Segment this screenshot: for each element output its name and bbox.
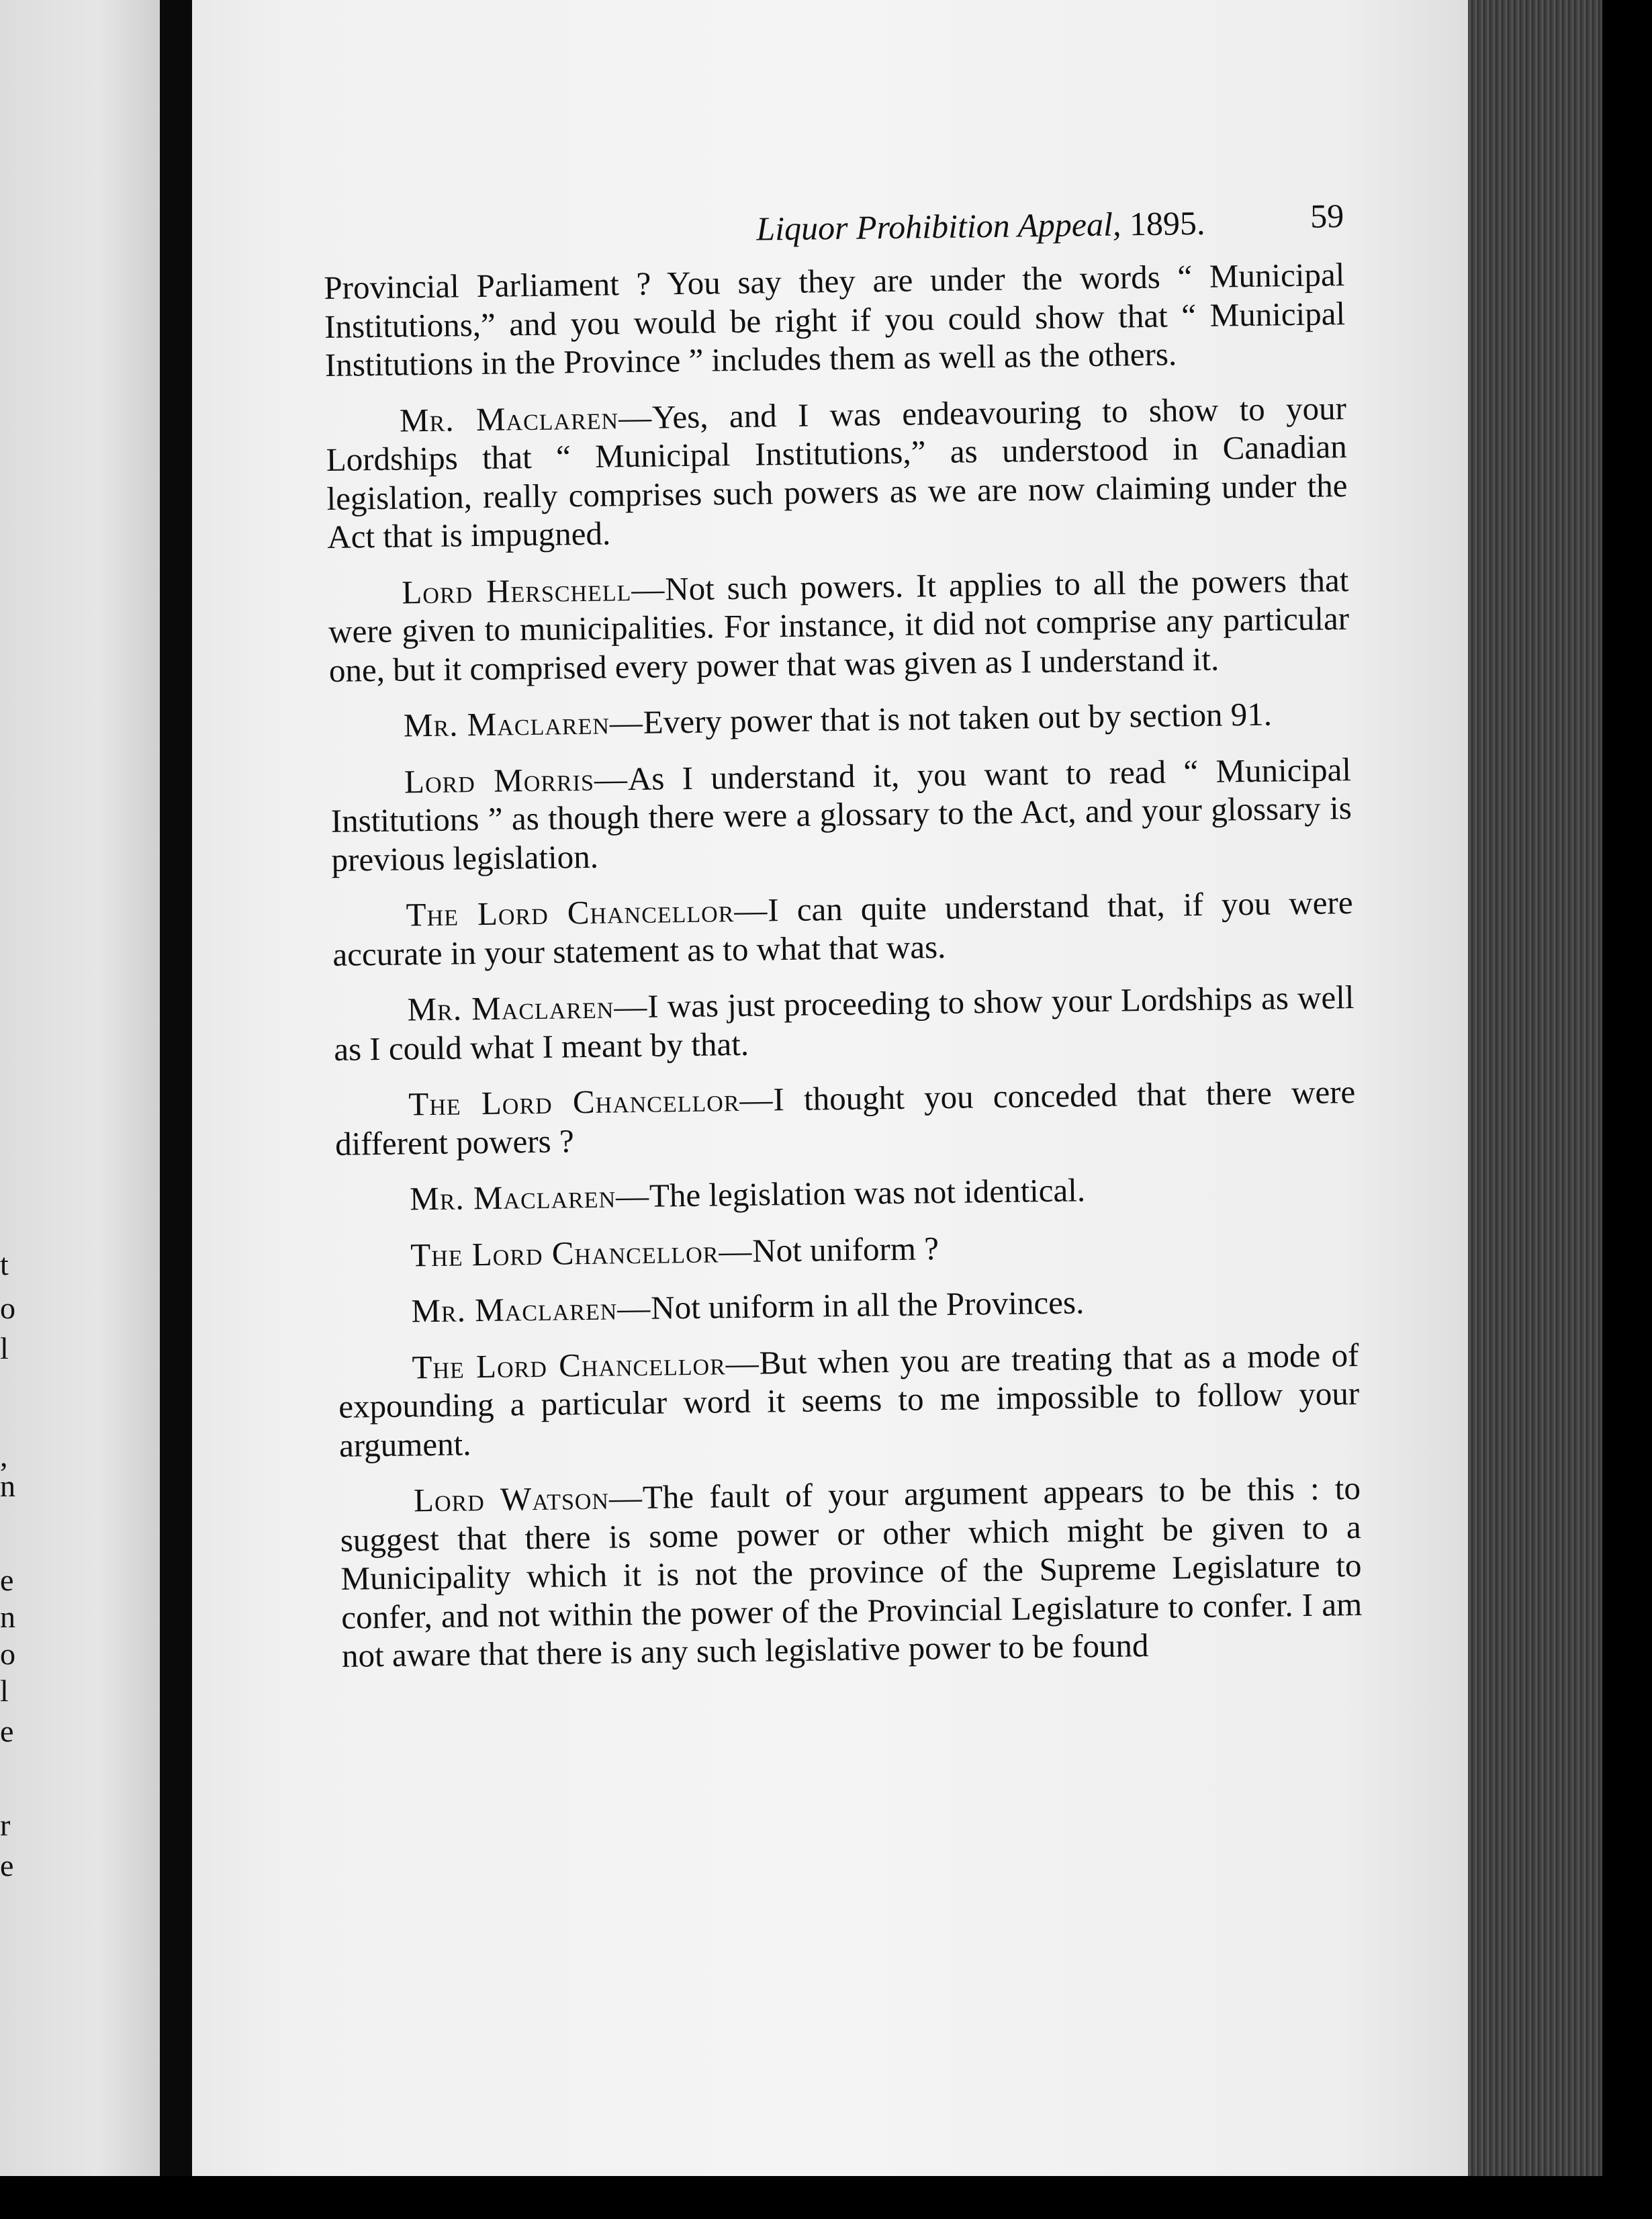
speaker-paragraph (326, 389, 1348, 557)
speech-text: Not such powers. It applies to all the powers that were given to municipalities. For instance, it did not comprise any particular one, but it comprised every power that was given as I understand it. (328, 561, 1350, 689)
speech-text: Yes, and I was endeavouring to show to your Lordships that “ Municipal Institutions,” as understood in Canadian legislation, really comprises such powers as we are now claiming under the Act that is impugned. (326, 389, 1348, 555)
page-text-block (323, 197, 1363, 1675)
speaker-paragraph (336, 1167, 1357, 1219)
facing-page-letter: e (0, 1714, 14, 1748)
speaker-name: The Lord Chancellor— (412, 1344, 760, 1386)
speech-text: But when you are treating that as a mode of expounding a particular word it seems to me impossible to follow your argument. (338, 1336, 1360, 1464)
speaker-paragraph (340, 1469, 1363, 1675)
facing-page-letter: t (0, 1247, 9, 1281)
facing-page-letter: o (0, 1637, 15, 1671)
speech-text: Not uniform ? (751, 1229, 939, 1269)
facing-page-letter: n (0, 1469, 15, 1503)
speech-text: The fault of your argument appears to be this : to suggest that there is some power or other which might be given to a Municipality which it is not the province of the Supreme Legislature to confer, and not within the power of the Provincial Legislature to confer. I am not aware that there is any such legislative power to be found (340, 1469, 1363, 1674)
speech-text: I thought you conceded that there were different powers ? (334, 1073, 1356, 1163)
facing-page-letter: n (0, 1600, 15, 1634)
speaker-paragraph (338, 1335, 1360, 1464)
speech-text: I was just proceeding to show your Lordships as well as I could what I meant by that. (333, 979, 1355, 1068)
book-page (192, 0, 1468, 2176)
speaker-name: Mr. Maclaren— (411, 1289, 651, 1330)
facing-page-letter: r (0, 1808, 11, 1842)
scan-border (1602, 0, 1652, 2219)
speaker-paragraph (328, 561, 1350, 690)
speech-text: I can quite understand that, if you were accurate in your statement as to what that was. (332, 884, 1353, 973)
page-stack-edge (1468, 0, 1602, 2219)
speaker-paragraph (336, 1223, 1358, 1275)
speaker-paragraph (332, 883, 1353, 974)
facing-page-letter: l (0, 1331, 9, 1365)
facing-page-letter: e (0, 1563, 14, 1597)
page-number: 59 (1310, 197, 1344, 235)
facing-page-letter: , (0, 1439, 8, 1473)
speaker-name: Lord Watson— (413, 1478, 643, 1519)
speaker-paragraph (334, 1073, 1356, 1163)
facing-page-letter: o (0, 1291, 15, 1325)
speaker-name: Mr. Maclaren— (407, 987, 648, 1028)
speaker-name: The Lord Chancellor— (410, 1232, 753, 1273)
dialogue-transcript (324, 255, 1363, 1675)
speech-text: As I understand it, you want to read “ Municipal Institutions ” as though there were a glossary to the Act, and your glossary is previous legislation. (330, 750, 1352, 878)
scan-border-bottom (0, 2176, 1652, 2219)
facing-page-letter: e (0, 1848, 14, 1883)
facing-page-edge (0, 0, 161, 2219)
speech-text: Every power that is not taken out by section 91. (643, 695, 1273, 741)
speech-text: The legislation was not identical. (649, 1171, 1086, 1214)
speaker-name: Lord Morris— (404, 760, 629, 800)
speech-text: Not uniform in all the Provinces. (650, 1283, 1085, 1326)
speaker-name: The Lord Chancellor— (408, 1081, 774, 1123)
speaker-paragraph (337, 1279, 1359, 1331)
speech-text: Provincial Parliament ? You say they are under the words “ Municipal Institutions,” and you would be right if you could show that “ Municipal Institutions in the Province ” includes them as well as the others. (324, 256, 1346, 383)
speaker-paragraph (330, 750, 1352, 879)
facing-page-letter: l (0, 1674, 9, 1708)
book-gutter (160, 0, 192, 2219)
speaker-name: Mr. Maclaren— (409, 1177, 650, 1218)
speaker-name: Mr. Maclaren— (403, 703, 644, 744)
continued-paragraph (324, 255, 1346, 384)
speaker-name: The Lord Chancellor— (406, 891, 768, 934)
speaker-paragraph (333, 978, 1355, 1069)
speaker-name: Mr. Maclaren— (399, 398, 653, 439)
running-title: Liquor Prohibition Appeal, 1895. (755, 203, 1205, 248)
speaker-paragraph (330, 694, 1351, 745)
speaker-name: Lord Herschell— (402, 570, 666, 611)
